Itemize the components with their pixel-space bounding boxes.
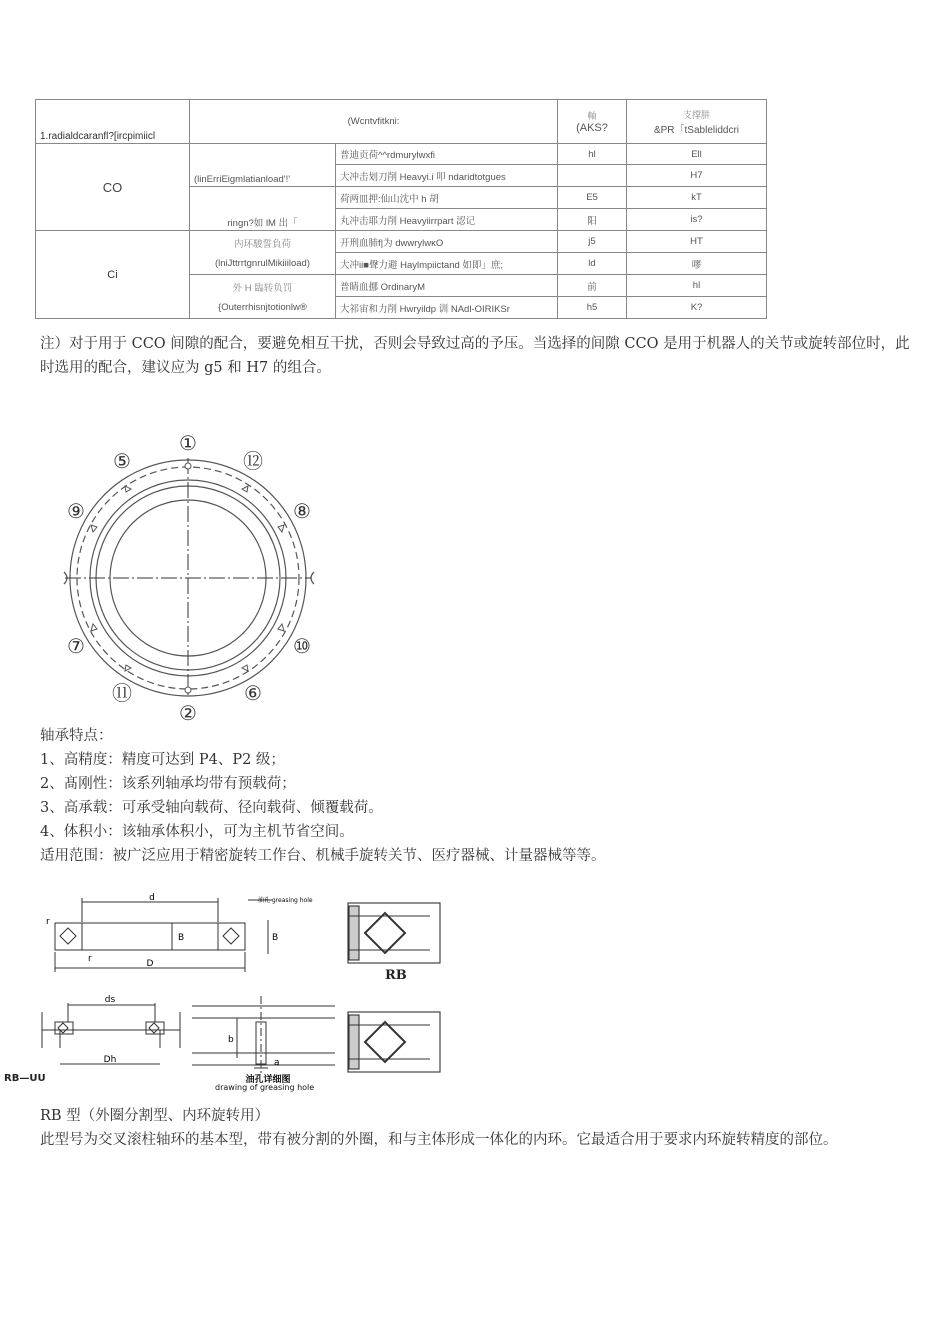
label-10: ⑩ bbox=[293, 634, 311, 658]
bolt-hole bbox=[185, 687, 191, 693]
label-r2: r bbox=[88, 954, 92, 964]
row-shaft: hl bbox=[558, 144, 627, 165]
left-section bbox=[55, 923, 82, 950]
label-5: ⑤ bbox=[113, 449, 131, 473]
ci-sub1-cell bbox=[190, 231, 336, 275]
label-r1: r bbox=[46, 917, 50, 927]
header-cell-load bbox=[36, 100, 190, 144]
row-shaft bbox=[558, 165, 627, 187]
header-shaft-en: (AKS? bbox=[576, 122, 608, 134]
row-shaft: ld bbox=[558, 253, 627, 275]
ci-label: Ci bbox=[107, 268, 118, 281]
row-desc: 开刑血肺f|为 dwwrylwĸO bbox=[336, 231, 558, 253]
rb-description: 此型号为交叉滚柱轴环的基本型，带有被分割的外圈，和与主体形成一体化的内环。它最适合用于要求内环旋转精度的部位。 bbox=[40, 1132, 838, 1148]
row-desc: 大祁宙和力削 Hwryildp 训 NAdl-OIRIKSr bbox=[336, 297, 558, 319]
bolt-hole bbox=[91, 624, 97, 631]
header-condition-text: (Wcntvfitkni: bbox=[347, 116, 400, 127]
ci-sub1-en: (lniJttrrtgnrulMikiiiload) bbox=[214, 258, 311, 269]
rb-uu-label: RB—UU bbox=[4, 1073, 46, 1083]
hole-caption-en: drawing of greasing hole bbox=[215, 1083, 315, 1092]
label-D: D bbox=[146, 959, 154, 969]
row-housing: H7 bbox=[627, 165, 767, 187]
row-shaft: 前 bbox=[558, 275, 627, 297]
ci-sub2-cn: 外 H 臨转负罚 bbox=[232, 283, 293, 294]
feature-item: 2、髙刚性：该系列轴承均带有预载荷； bbox=[40, 776, 296, 792]
row-housing: is? bbox=[627, 209, 767, 231]
row-housing: HT bbox=[627, 231, 767, 253]
header-shaft-cn: 軸 bbox=[587, 111, 597, 121]
label-12: ⑫ bbox=[243, 449, 263, 473]
label-d: d bbox=[149, 893, 155, 903]
label-Dh: Dh bbox=[103, 1055, 117, 1065]
right-section bbox=[218, 923, 245, 950]
rb-section bbox=[40, 1104, 915, 1152]
bolt-hole bbox=[242, 665, 248, 671]
features-title: 轴承特点： bbox=[40, 728, 113, 744]
bolt-hole bbox=[278, 624, 284, 631]
row-shaft: 阳 bbox=[558, 209, 627, 231]
co-sub1-cell bbox=[190, 144, 336, 187]
label-b: b bbox=[228, 1035, 234, 1045]
rb-label: RB bbox=[385, 968, 407, 983]
label-7: ⑦ bbox=[67, 634, 85, 658]
rb-technical-drawing bbox=[0, 888, 460, 1088]
ci-sub2-en: {Outerrhisnjtotionlw® bbox=[218, 302, 307, 313]
row-desc: 大冲击划刀削 Heavyi.i 叩 ndaridtotgues bbox=[336, 165, 558, 187]
row-desc: 大冲ii■聲力避 Haylmpiictand 如即」庶; bbox=[336, 253, 558, 275]
label-8: ⑧ bbox=[293, 499, 311, 523]
features-block bbox=[40, 724, 920, 868]
bolt-hole bbox=[185, 463, 191, 469]
bolt-hole bbox=[125, 665, 131, 671]
co-label: CO bbox=[102, 179, 123, 195]
label-6: ⑥ bbox=[244, 681, 262, 705]
row-shaft: E5 bbox=[558, 187, 627, 209]
fit-note: 注）对于用于 CCO 间隙的配合，要避免相互干扰，否则会导致过高的予压。当选择的间隙 CCO 是用于机器人的关节或旋转部位时，此时选用的配合，建议应为 g5 和 H7 的组合。 bbox=[40, 336, 910, 376]
fit-table bbox=[35, 99, 767, 319]
row-housing: kT bbox=[627, 187, 767, 209]
label-2: ② bbox=[179, 701, 197, 725]
label-B1: B bbox=[178, 933, 185, 943]
ci-sub1-cn: 内环駿誓負荷 bbox=[233, 239, 291, 250]
label-ds: ds bbox=[104, 995, 116, 1005]
co-sub2-cell bbox=[190, 187, 336, 231]
co-label-cell bbox=[36, 144, 190, 231]
header-cell-shaft bbox=[558, 100, 627, 144]
feature-item: 4、体积小：该轴承体积小，可为主机节省空间。 bbox=[40, 824, 354, 840]
label-11: ⑪ bbox=[112, 681, 132, 705]
row-desc: 丸冲击耶力削 Heavyiirrpart 涊记 bbox=[336, 209, 558, 231]
row-housing: Ell bbox=[627, 144, 767, 165]
header-cell-condition bbox=[190, 100, 558, 144]
rb-title: RB 型（外圈分割型、内环旋转用） bbox=[40, 1108, 270, 1124]
partial-hole-right bbox=[311, 572, 314, 584]
row-housing: K? bbox=[627, 297, 767, 319]
bolt-hole bbox=[91, 525, 97, 532]
header-cell-housing bbox=[627, 100, 767, 144]
co-sub2: ringn?如 lM 出「 bbox=[227, 218, 298, 229]
ci-label-cell bbox=[36, 231, 190, 319]
label-1: ① bbox=[179, 431, 197, 455]
co-sub1: (linErriEigmlatianload'!' bbox=[194, 174, 291, 185]
bolt-hole bbox=[125, 486, 131, 492]
feature-item: 3、高承载：可承受轴向载荷、径向载荷、倾覆载荷。 bbox=[40, 800, 383, 816]
row-desc: 荷两皿押:仙山沈中 h 胡 bbox=[336, 187, 558, 209]
label-hole: 油孔 greasing hole bbox=[258, 897, 313, 904]
bolt-hole bbox=[242, 486, 248, 492]
header-load-text: 1.radialdcaranfl?[ircpimiicl bbox=[40, 131, 156, 142]
bolt-pattern-diagram bbox=[60, 428, 320, 728]
row-housing: 嘐 bbox=[627, 253, 767, 275]
header-housing-en: &PR「tSableliddcri bbox=[653, 124, 740, 136]
bolt-hole bbox=[278, 525, 284, 532]
scope-text: 适用范围：被广泛应用于精密旋转工作台、机械手旋转关节、医疗器械、计量器械等等。 bbox=[40, 848, 606, 864]
row-desc: 普迪贡荷^^rdmurylwxfi bbox=[336, 144, 558, 165]
row-housing: hl bbox=[627, 275, 767, 297]
row-desc: 普睛血挪 OrdinaryM bbox=[336, 275, 558, 297]
header-housing-cn: 支撑肼 bbox=[682, 109, 710, 120]
ci-sub2-cell bbox=[190, 275, 336, 319]
row-shaft: h5 bbox=[558, 297, 627, 319]
label-B2: B bbox=[272, 933, 279, 943]
row-shaft: j5 bbox=[558, 231, 627, 253]
label-9: ⑨ bbox=[67, 499, 85, 523]
label-a: a bbox=[274, 1058, 280, 1068]
feature-item: 1、高精度：精度可达到 P4、P2 级； bbox=[40, 752, 285, 768]
hole-caption-cn: 油孔详细图 bbox=[245, 1075, 291, 1085]
